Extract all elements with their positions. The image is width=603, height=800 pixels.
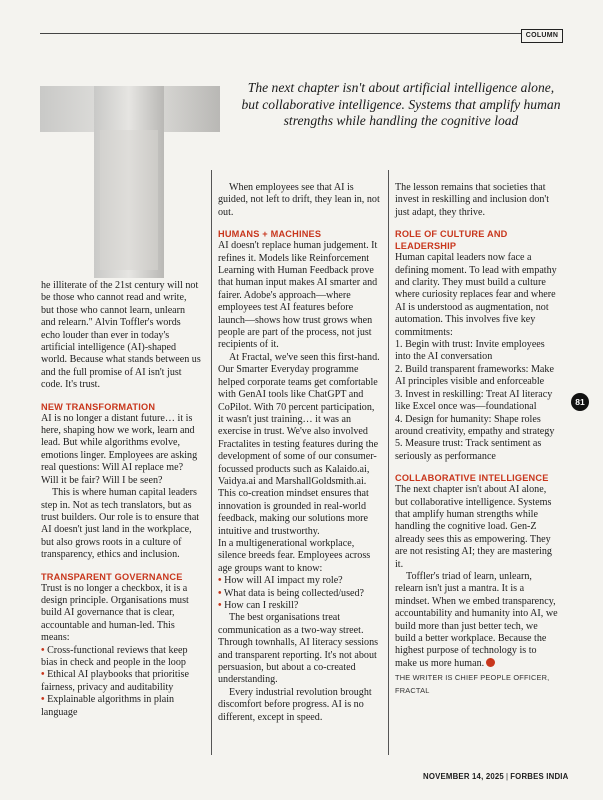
paragraph: The lesson remains that societies that invest in reskilling and inclusion don't just adapt, they thrive. bbox=[395, 182, 550, 218]
commitment-item: 4. Design for humanity: Shape roles around creativity, empathy and strategy bbox=[395, 413, 555, 437]
commitment-item: 3. Invest in reskilling: Treat AI literacy like Excel once was—foundational bbox=[395, 388, 553, 413]
paragraph: The best organisations treat communication as a two-way street. Through townhalls, AI literacy sessions and transparent reporting. It's not about persuasion, but about a co-created understanding. bbox=[218, 612, 379, 686]
column-2 bbox=[218, 182, 381, 724]
bullet-text: What data is being collected/used? bbox=[223, 587, 365, 599]
bullet-text: How can I reskill? bbox=[224, 600, 299, 611]
bullet-text: Ethical AI playbooks that prioritise fairness, privacy and auditability bbox=[41, 669, 189, 693]
closing-text: Toffler's triad of learn, unlearn, relearn isn't just a mantra. It is a mindset. When we embed transparency, accountability and humanity into AI, we build more than just better tech, we build a better workplace. Because the highest purpose of technology is to make us more human. bbox=[395, 570, 558, 669]
paragraph: In a multigenerational workplace, silence breeds fear. Employees across age groups want to know: bbox=[218, 537, 371, 574]
bullet-item bbox=[218, 588, 381, 600]
footer-date: NOVEMBER 14, 2025 bbox=[423, 772, 504, 781]
bullet-text: Explainable algorithms in plain language bbox=[41, 694, 175, 718]
bullet-item bbox=[41, 694, 201, 719]
page-number: 81 bbox=[571, 393, 589, 411]
bullet-icon: • bbox=[218, 575, 222, 587]
bullet-icon: • bbox=[41, 644, 45, 656]
bullet-item bbox=[218, 600, 381, 612]
bullet-icon: • bbox=[218, 587, 222, 599]
bullet-item bbox=[218, 575, 381, 587]
pull-quote: The next chapter isn't about artificial intelligence alone, but collaborative intelligence. Systems that amplify human strengths while handling the cognitive load bbox=[241, 80, 561, 128]
paragraph bbox=[395, 571, 560, 670]
column-divider bbox=[388, 170, 389, 755]
commitment-item: 2. Build transparent frameworks: Make AI principles visible and enforceable bbox=[395, 363, 554, 388]
intro-paragraph: he illiterate of the 21st century will not be those who cannot read and write, but those who cannot learn, unlearn and relearn." Alvin Toffler's words echo louder than ever in today's artificial intelligence (AI)-shaped world. Because what stands between us and the full promise of AI isn't just code. It's trust. bbox=[41, 280, 201, 391]
paragraph: The next chapter isn't about AI alone, but collaborative intelligence. Systems that amplify human strengths while handling the cognitive load. Gen-Z already sees this as empowering. They are not resisting AI; they are mastering it. bbox=[395, 484, 552, 570]
commitment-item: 1. Begin with trust: Invite employees into the AI conversation bbox=[395, 339, 545, 363]
column-1 bbox=[41, 280, 201, 719]
heading-collaborative-intelligence: COLLABORATIVE INTELLIGENCE bbox=[395, 473, 549, 484]
paragraph: When employees see that AI is guided, not left to drift, they lean in, not out. bbox=[218, 182, 380, 218]
bullet-icon: • bbox=[218, 600, 222, 611]
paragraph: Trust is no longer a checkbox, it is a design principle. Organisations must build AI governance that is clear, accountable and human-led. This means: bbox=[41, 582, 189, 644]
footer-publication: FORBES INDIA bbox=[510, 772, 569, 781]
commitment-item: 5. Measure trust: Track sentiment as seriously as performance bbox=[395, 438, 542, 462]
heading-transparent-governance: TRANSPARENT GOVERNANCE bbox=[41, 571, 183, 582]
dropcap-graphic bbox=[40, 78, 220, 278]
top-rule bbox=[40, 33, 521, 34]
paragraph: AI is no longer a distant future… it is here, shaping how we work, learn and lead. But while algorithms evolve, emotions linger. Employees are asking real questions: Will AI replace me? Will it be fair? Will I be seen? bbox=[41, 412, 198, 486]
heading-humans-machines: HUMANS + MACHINES bbox=[218, 229, 322, 240]
bullet-text: Cross-functional reviews that keep bias in check and people in the loop bbox=[41, 644, 188, 668]
bullet-icon: • bbox=[41, 694, 45, 706]
bullet-text: How will AI impact my role? bbox=[224, 575, 343, 587]
bullet-icon: • bbox=[41, 669, 45, 681]
heading-role-of-culture: ROLE OF CULTURE AND LEADERSHIP bbox=[395, 229, 508, 252]
column-3 bbox=[395, 182, 560, 697]
author-credit: THE WRITER IS CHIEF PEOPLE OFFICER, FRACTAL bbox=[395, 673, 550, 695]
bullet-item bbox=[41, 645, 201, 670]
bullet-item bbox=[41, 669, 201, 694]
end-mark-icon bbox=[486, 658, 495, 667]
paragraph: Human capital leaders now face a defining moment. To lead with empathy and clarity. They must build a culture where curiosity replaces fear and where AI is understood as augmentation, not automation. This involves five key commitments: bbox=[395, 252, 557, 338]
footer-separator: | bbox=[505, 772, 509, 781]
dropcap bbox=[40, 78, 220, 278]
column-divider bbox=[211, 170, 212, 755]
paragraph: Every industrial revolution brought discomfort before progress. AI is no different, except in speed. bbox=[218, 686, 372, 723]
paragraph: This is where human capital leaders step in. Not as tech translators, but as trust builders. Our role is to ensure that AI doesn't just land in the workplace, but also grows roots in a culture of transparency, ethics and inclusion. bbox=[41, 487, 200, 561]
heading-new-transformation: NEW TRANSFORMATION bbox=[41, 401, 156, 412]
paragraph: AI doesn't replace human judgement. It refines it. Models like Reinforcement Learning with Human Feedback prove that human input makes AI smarter and fairer. Adobe's approach—where employees test AI features before launch—shows how trust grows when people are part of the process, not just recipients of it. bbox=[218, 240, 378, 351]
section-tag: COLUMN bbox=[521, 29, 563, 43]
footer bbox=[423, 772, 569, 781]
paragraph: At Fractal, we've seen this first-hand. Our Smarter Everyday programme helped corporate teams get comfortable with GenAI tools like ChatGPT and CoPilot. With 70 percent participation, it wasn't just training… it was an exercise in trust. We've also involved Fractalites in testing features during the development of some of our consumer-focussed products such as Kalaido.ai, Vaidya.ai and MarshallGoldsmith.ai. This co-creation mindset ensures that innovation is grounded in real-world feedback, making our solutions more intuitive and trustworthy. bbox=[218, 351, 380, 537]
